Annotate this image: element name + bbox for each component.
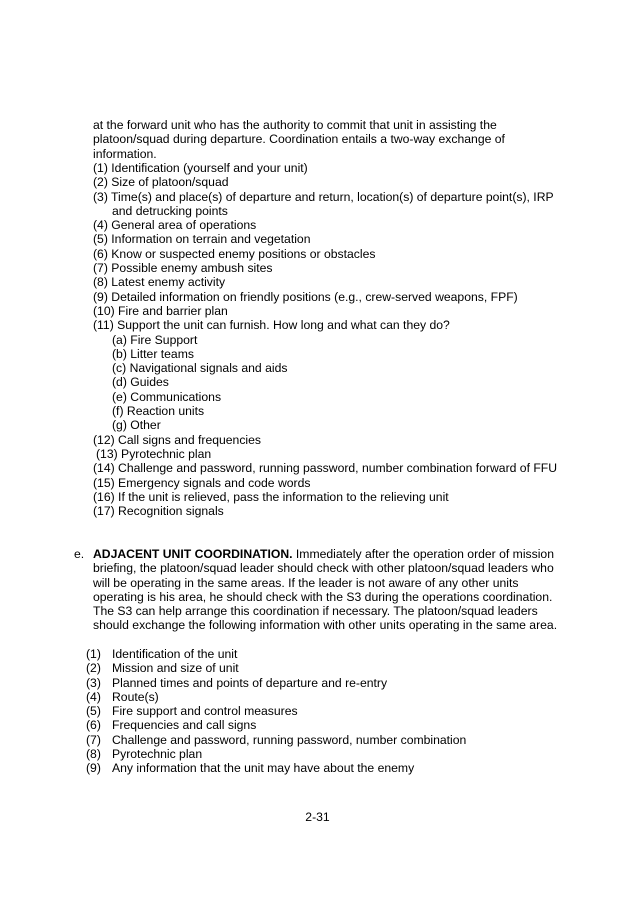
list-item (86, 661, 566, 675)
item-text: Identification of the unit (112, 647, 238, 661)
sub-list-item: (c) Navigational signals and aids (112, 361, 288, 376)
list-item (86, 733, 566, 747)
item-text: Planned times and points of departure and re-entry (112, 675, 388, 690)
list-item (86, 647, 566, 661)
page-number: 2-31 (305, 810, 330, 824)
list-item: (6) Know or suspected enemy positions or obstacles (93, 246, 376, 261)
adjacent-unit-info-list (86, 647, 566, 776)
sub-list-item: (e) Communications (112, 389, 222, 404)
intro-text: at the forward unit who has the authority to commit that unit in assisting the platoon/squad during departure. Coordination entails a two-way exchange of information. (93, 118, 505, 161)
item-number: (1) (86, 647, 101, 661)
list-item: (12) Call signs and frequencies (93, 432, 262, 447)
list-item: (1) Identification (yourself and your unit) (93, 161, 308, 175)
item-number: (7) (86, 732, 101, 747)
item-number: (2) (86, 661, 101, 676)
list-item: (10) Fire and barrier plan (93, 303, 228, 318)
list-item: (11) Support the unit can furnish. How long and what can they do? (93, 318, 450, 333)
sub-list-item: (b) Litter teams (112, 346, 194, 361)
item-text: Fire support and control measures (112, 704, 298, 719)
item-text: Challenge and password, running password, number combination (112, 732, 467, 747)
section-paragraph (93, 547, 564, 633)
item-text: Any information that the unit may have about the enemy (112, 761, 415, 776)
item-number: (4) (86, 689, 101, 704)
list-item: (5) Information on terrain and vegetation (93, 232, 311, 247)
list-item: (3) Time(s) and place(s) of departure and return, location(s) of departure point(s), IRP and detrucking points (93, 189, 554, 218)
list-item (86, 676, 566, 690)
sub-list-item: (f) Reaction units (112, 404, 205, 419)
sub-list-item: (d) Guides (112, 375, 169, 390)
list-item: (7) Possible enemy ambush sites (93, 261, 273, 276)
list-item: (14) Challenge and password, running password, number combination forward of FFU (93, 461, 558, 476)
list-item: (17) Recognition signals (93, 504, 224, 519)
item-number: (5) (86, 704, 101, 719)
item-text: Route(s) (112, 689, 159, 704)
item-text: Pyrotechnic plan (112, 747, 203, 762)
sub-list-item: (a) Fire Support (112, 332, 198, 347)
list-item (86, 747, 566, 761)
list-item: (8) Latest enemy activity (93, 275, 226, 290)
item-text: Frequencies and call signs (112, 718, 257, 733)
list-item (86, 761, 566, 775)
section-heading: ADJACENT UNIT COORDINATION. (93, 547, 293, 561)
section-label: e. (74, 547, 85, 561)
list-item (86, 704, 566, 718)
intro-paragraph (93, 118, 563, 161)
item-text: Mission and size of unit (112, 661, 239, 676)
adjacent-unit-coordination-section (74, 547, 564, 633)
sub-list-item: (g) Other (112, 418, 161, 433)
list-item: (13) Pyrotechnic plan (96, 446, 212, 461)
list-item: (16) If the unit is relieved, pass the information to the relieving unit (93, 489, 449, 504)
list-item: (9) Detailed information on friendly positions (e.g., crew-served weapons, FPF) (93, 289, 518, 304)
item-number: (8) (86, 747, 101, 762)
list-item: (4) General area of operations (93, 218, 257, 233)
list-item (86, 718, 566, 732)
list-item: (2) Size of platoon/squad (93, 175, 229, 190)
forward-unit-coordination-list (93, 161, 563, 518)
list-item: (15) Emergency signals and code words (93, 475, 311, 490)
item-number: (3) (86, 675, 101, 690)
list-item (86, 690, 566, 704)
item-number: (9) (86, 761, 101, 776)
item-number: (6) (86, 718, 101, 733)
section-text: Immediately after the operation order of mission briefing, the platoon/squad leader should check with other platoon/squad leaders who will be operating in the same areas. If the leader is not aware of any other units operating is his area, he should check with the S3 during the operations coordination. The S3 can help arrange this coordination if necessary. The platoon/squad leaders should exchange the following information with other units operating in the same area. (93, 547, 558, 633)
